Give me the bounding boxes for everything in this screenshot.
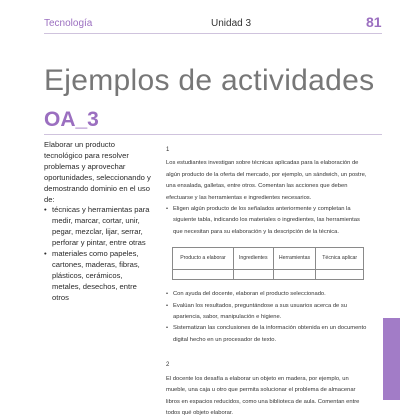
activity-text: El docente los desafía a elaborar un objeto en madera, por ejemplo, un mueble, una caja u otro que permita solucionar el problema de almacenar libros en espacios reducidos, como una biblioteca de aula. Comentan entre todos qué objeto elaborar.	[166, 375, 360, 416]
table-header: Herramientas	[273, 248, 316, 270]
table-cell	[233, 270, 273, 280]
table-cell	[173, 270, 234, 280]
activity-bullet: • Eligen algún producto de los señalados anteriormente y completan la siguiente tabla, indicando los materiales o ingredientes, las herramientas que necesitan para su elaboración y la descripción de la técnica.	[173, 204, 368, 238]
page-number: 81	[366, 14, 382, 30]
learning-objective	[44, 140, 152, 304]
activity-number: 1	[166, 147, 170, 153]
header-divider	[44, 33, 382, 34]
section-code: OA_3	[44, 108, 99, 131]
objective-list	[44, 205, 152, 303]
activity-bullets	[166, 204, 368, 238]
side-tab-marker	[383, 318, 400, 400]
table-cell	[316, 270, 364, 280]
page-header	[0, 0, 400, 34]
section-divider	[44, 134, 382, 135]
header-unit: Unidad 3	[211, 18, 252, 29]
activity-text: Los estudiantes investigan sobre técnicas aplicadas para la elaboración de algún producto de la oferta del mercado, por ejemplo, un sándwich, un postre, una ensalada, galletas, entre otros. Comentan las acciones que deben efectuarse y las herramientas e ingredientes necesarios.	[166, 160, 367, 201]
activity-step: • Con ayuda del docente, elaboran el producto seleccionado.	[173, 289, 368, 300]
activity-step: • Sistematizan las conclusiones de la información obtenida en un documento digital hecho en un procesador de texto.	[173, 323, 368, 346]
activities-column	[166, 140, 368, 419]
objective-item: • materiales como papeles, cartones, maderas, fibras, plásticos, cerámicos, metales, desechos, entre otros	[52, 249, 152, 304]
activity-table	[172, 247, 364, 280]
table-header: Producto a elaborar	[173, 248, 234, 270]
table-row	[173, 270, 364, 280]
table-header: Ingredientes	[233, 248, 273, 270]
table-header-row	[173, 248, 364, 270]
objective-intro: Elaborar un producto tecnológico para resolver problemas y aprovechar oportunidades, seleccionando y demostrando dominio en el uso de:	[44, 140, 151, 204]
page-title: Ejemplos de actividades	[44, 64, 375, 97]
table-header: Técnica aplicar	[316, 248, 364, 270]
objective-item: • técnicas y herramientas para medir, marcar, cortar, unir, pegar, mezclar, lijar, serrar, perforar y pintar, entre otras	[52, 205, 152, 249]
activity-step: • Evalúan los resultados, preguntándose a sus usuarios acerca de su apariencia, sabor, manipulación e higiene.	[173, 301, 368, 324]
activity-number: 2	[166, 362, 170, 369]
table-cell	[273, 270, 316, 280]
header-subject: Tecnología	[44, 18, 93, 29]
activity-steps	[166, 289, 368, 346]
